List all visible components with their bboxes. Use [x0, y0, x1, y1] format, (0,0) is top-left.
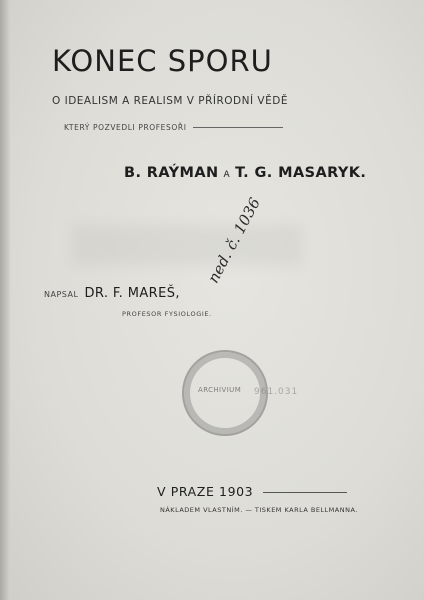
show-through-bleed: [72, 225, 302, 265]
place-year-rule: [263, 492, 347, 493]
stamp-text: ARCHIVIUM: [198, 386, 242, 394]
editors-rule: [193, 127, 283, 128]
author-second: T. G. MASARYK.: [235, 165, 367, 181]
place-year: V PRAZE 1903: [157, 484, 254, 499]
imprint-line: NÁKLADEM VLASTNÍM. — TISKEM KARLA BELLMANNA.: [160, 506, 358, 514]
written-by-label: NAPSAL: [44, 290, 79, 299]
written-by-name: DR. F. MAREŠ,: [84, 286, 180, 301]
author-position: PROFESOR FYSIOLOGIE.: [122, 310, 212, 318]
editors-line: [64, 123, 283, 132]
place-year-line: [157, 484, 347, 499]
stamp-number: 961.031: [254, 387, 299, 397]
written-by-line: [44, 286, 180, 301]
book-title: KONEC SPORU: [52, 44, 273, 78]
binding-edge: [0, 0, 10, 600]
book-subtitle: O IDEALISM A REALISM V PŘÍRODNÍ VĚDĚ: [52, 95, 288, 107]
author-conjunction: A: [223, 170, 231, 180]
authors-line: [124, 165, 366, 181]
author-first: B. RAÝMAN: [124, 165, 219, 181]
handwritten-inventory-note: ned. č. 1036: [204, 194, 265, 286]
editors-label: KTERÝ POZVEDLI PROFESOŘI: [64, 123, 187, 132]
